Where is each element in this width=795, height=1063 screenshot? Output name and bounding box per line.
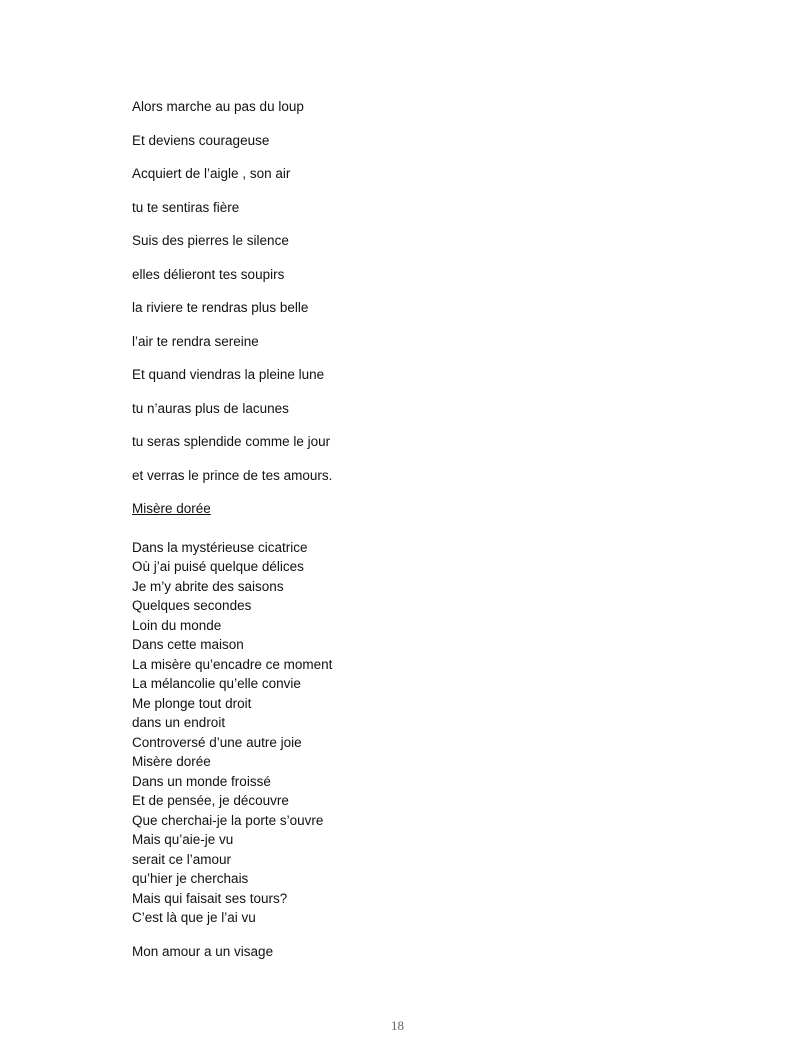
poem-line: la riviere te rendras plus belle	[132, 300, 309, 315]
page-number: 18	[391, 1018, 404, 1033]
poem-line: Mais qu’aie-je vu	[132, 832, 234, 847]
poem-line: Quelques secondes	[132, 598, 252, 613]
poem-stanza	[132, 97, 692, 485]
poem-line: Où j’ai puisé quelque délices	[132, 559, 304, 574]
poem-line: Dans cette maison	[132, 637, 244, 652]
poem-line: qu’hier je cherchais	[132, 871, 249, 886]
poem-line: tu seras splendide comme le jour	[132, 434, 331, 449]
poem-line: l’air te rendra sereine	[132, 333, 259, 349]
poem-line: Me plonge tout droit	[132, 695, 252, 711]
page-content	[132, 97, 692, 961]
poem-line: Dans la mystérieuse cicatrice	[132, 539, 308, 555]
poem-line: Et deviens courageuse	[132, 132, 270, 148]
poem-line: Je m’y abrite des saisons	[132, 578, 284, 594]
poem-line: Controversé d’une autre joie	[132, 734, 302, 750]
poem-line: tu n’auras plus de lacunes	[132, 400, 289, 416]
poem-line: La misère qu’encadre ce moment	[132, 656, 333, 672]
poem-line: tu te sentiras fière	[132, 199, 240, 215]
poem-stanza	[132, 538, 692, 928]
poem-line: et verras le prince de tes amours.	[132, 467, 333, 483]
poem-line: Loin du monde	[132, 617, 222, 633]
poem-line: dans un endroit	[132, 715, 226, 730]
poem-line: elles délieront tes soupirs	[132, 266, 285, 282]
poem-line: Misère dorée	[132, 754, 211, 769]
poem-line: La mélancolie qu’elle convie	[132, 676, 301, 691]
poem-closing-line: Mon amour a un visage	[132, 943, 274, 959]
poem-line: Alors marche au pas du loup	[132, 99, 304, 114]
poem-line: Et quand viendras la pleine lune	[132, 367, 325, 382]
poem-line: Mais qui faisait ses tours?	[132, 890, 288, 906]
poem-title: Misère dorée	[132, 501, 211, 516]
poem-line: Acquiert de l’aigle , son air	[132, 166, 291, 181]
poem-line: C’est là que je l’ai vu	[132, 910, 256, 925]
poem-line: Et de pensée, je découvre	[132, 793, 289, 808]
poem-line: Dans un monde froissé	[132, 773, 271, 789]
poem-line: Suis des pierres le silence	[132, 233, 289, 248]
poem-line: Que cherchai-je la porte s’ouvre	[132, 812, 324, 828]
poem-line: serait ce l’amour	[132, 851, 232, 867]
